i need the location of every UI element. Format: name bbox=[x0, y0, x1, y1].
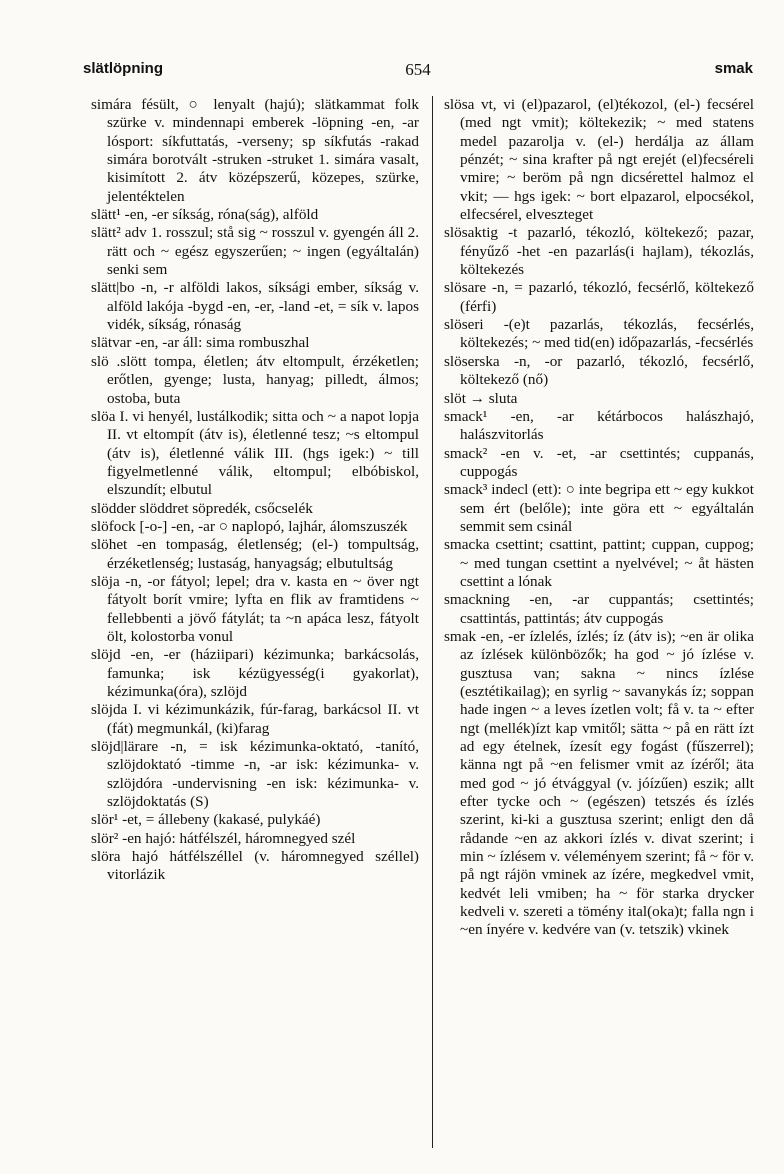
column-divider bbox=[432, 96, 433, 1148]
dictionary-entry: slör² -en hajó: hátfélszél, háromnegyed szél bbox=[91, 829, 356, 847]
dictionary-entry: slör¹ -et, = állebeny (kakasé, pulykáé) bbox=[91, 811, 321, 829]
right-column bbox=[444, 96, 754, 1156]
dictionary-entry: slöjd|lärare -n, = isk kézimunka-oktató, -tanító, szlöjdoktató -timme -n, -ar isk: kézimunka- v. szlöjdóra -undervisning -en isk: kézimunka- v. szlöjdoktatás (S) bbox=[91, 738, 419, 811]
dictionary-entry: slöt → sluta bbox=[444, 389, 518, 407]
dictionary-entry: slätt² adv 1. rosszul; stå sig ~ rosszul v. gyengén áll 2. rätt och ~ egész egyszerűen; ~ ingen (egyáltalán) senki sem bbox=[91, 224, 419, 279]
dictionary-entry: slöserska -n, -or pazarló, tékozló, fecsérlő, költekező (nő) bbox=[444, 352, 754, 389]
dictionary-entry: slöseri -(e)t pazarlás, tékozlás, fecsérlés, költekezés; ~ med tid(en) időpazarlás, -fecsérlés bbox=[444, 316, 754, 352]
dictionary-entry: slätt¹ -en, -er síkság, róna(ság), alföld bbox=[91, 206, 319, 224]
dictionary-entry: slösare -n, = pazarló, tékozló, fecsérlő, költekező (férfi) bbox=[444, 279, 754, 315]
left-column bbox=[91, 96, 419, 1156]
dictionary-entry: slöa I. vi henyél, lustálkodik; sitta och ~ a napot lopja II. vt eltompít (átv is), életlenné tesz; ~s eltompul (átv is), életlenné válik III. (hgs igek:) ~ till figyelmetlenné válik, eltompul; elbóbiskol, elszundít; elbutul bbox=[91, 407, 419, 499]
dictionary-entry: smacka csettint; csattint, pattint; cuppan, cuppog; ~ med tungan csettint a nyelvével; ~ åt hästen csettint a lónak bbox=[444, 536, 754, 590]
dictionary-entry: slö .slött tompa, életlen; átv eltompult, érzéketlen; erőtlen, gyenge; lusta, hanyag; pilledt, álmos; ostoba, buta bbox=[91, 352, 419, 407]
dictionary-entry: slöjd -en, -er (háziipari) kézimunka; barkácsolás, famunka; isk kézügyesség(i gyakorlat), kézimunka(óra), szlöjd bbox=[91, 646, 419, 700]
dictionary-entry: smack³ indecl (ett): ○ inte begripa ett ~ egy kukkot sem ért (belőle); inte göra ett ~ egyáltalán semmit sem csinál bbox=[444, 481, 754, 535]
dictionary-entry: slöjda I. vi kézimunkázik, fúr-farag, barkácsol II. vt (fát) megmunkál, (ki)farag bbox=[91, 701, 419, 737]
dictionary-entry: smak -en, -er ízlelés, ízlés; íz (átv is); ~en är olika az ízlések különbözők; ha god ~ jó ízlése v. gusztusa van; sakna ~ nincs ízlése (esztétikailag); en syrlig ~ savanykás íz; soppan hade ingen ~ a leves ízetlen volt; få v. ta ~ efter ngt (mellék)ízt kap vmitől; sätta ~ på en rätt ízt ad egy ételnek, ízesít egy fogást (fűszerrel); känna ngt på ~en felismer vmit az ízéről; äta med god ~ jó étvággyal (v. jóízűen) eszik; allt efter tycke och ~ (egészen) tetszés és ízlés szerint, ki-ki a gusztusa szerint; enligt den då rådande ~en az akkori ízlés v. divat szerint; i min ~ ízlésem v. véleményem szerint; få ~ för v. på ngt rájön vminek az ízére, megkedvel vmit, kedvét leli vmiben; ha ~ för starka drycker kedveli v. szereti a tömény ital(oka)t; falla ngn i ~en ínyére v. kedvére van (v. tetszik) vkinek bbox=[444, 627, 754, 939]
dictionary-entry: smack² -en v. -et, -ar csettintés; cuppanás, cuppogás bbox=[444, 444, 754, 480]
dictionary-entry: slöfock [-o-] -en, -ar ○ naplopó, lajhár, álomszuszék bbox=[91, 517, 408, 535]
dictionary-entry: slöhet -en tompaság, életlenség; (el-) tompultság, érzéketlenség; lustaság, hanyagság; elbutultság bbox=[91, 536, 419, 572]
dictionary-entry: slödder slöddret söpredék, csőcselék bbox=[91, 499, 313, 517]
dictionary-entry: smack¹ -en, -ar kétárbocos halászhajó, halászvitorlás bbox=[444, 407, 754, 444]
page-header bbox=[83, 60, 753, 86]
right-guide-word: smak bbox=[714, 60, 753, 77]
dictionary-entry: slöja -n, -or fátyol; lepel; dra v. kasta en ~ över ngt fátyolt borít vmire; lyfta en flik av framtidens ~ fellebbenti a jövő fátylát; ta ~n apáca lesz, fátyolt ölt, kolostorba vonul bbox=[91, 572, 419, 645]
dictionary-entry: slösaktig -t pazarló, tékozló, költekező; pazar, fényűző -het -en pazarlás(i hajlam), tékozlás, költekezés bbox=[444, 224, 754, 279]
dictionary-entry: slätt|bo -n, -r alföldi lakos, síksági ember, síkság v. alföld lakója -bygd -en, -er, -land -et, = sík v. lapos vidék, síkság, rónaság bbox=[91, 279, 419, 334]
dictionary-entry: smackning -en, -ar cuppantás; csettintés; csattintás, pattintás; átv cuppogás bbox=[444, 591, 754, 627]
dictionary-entry: simára fésült, ○ lenyalt (hajú); slätkammat folk szürke v. mindennapi emberek -löpning -en, -ar lósport: síkfuttatás, -verseny; sp síkfutás -rakad simára borotvált -struken -struket 1. simára vasalt, kisimított 2. átv középszerű, közepes, szürke, jelentéktelen bbox=[91, 96, 419, 205]
page-number: 654 bbox=[405, 60, 431, 79]
dictionary-entry: slöra hajó hátfélszéllel (v. háromnegyed széllel) vitorlázik bbox=[91, 848, 419, 884]
dictionary-entry: slätvar -en, -ar áll: sima rombuszhal bbox=[91, 334, 310, 352]
dictionary-entry: slösa vt, vi (el)pazarol, (el)tékozol, (el-) fecsérel (med ngt vmit); költekezik; ~ med statens medel pazarolja v. (el-) herdálja az állam pénzét; ~ sina krafter på ngt erejét (el)fecséreli vmire; ~ beröm på ngn dicsérettel halmoz el vkit; — hgs igek: ~ bort elpazarol, elpocsékol, elfecsérel, elveszteget bbox=[444, 96, 754, 224]
left-guide-word: slätlöpning bbox=[83, 60, 163, 77]
